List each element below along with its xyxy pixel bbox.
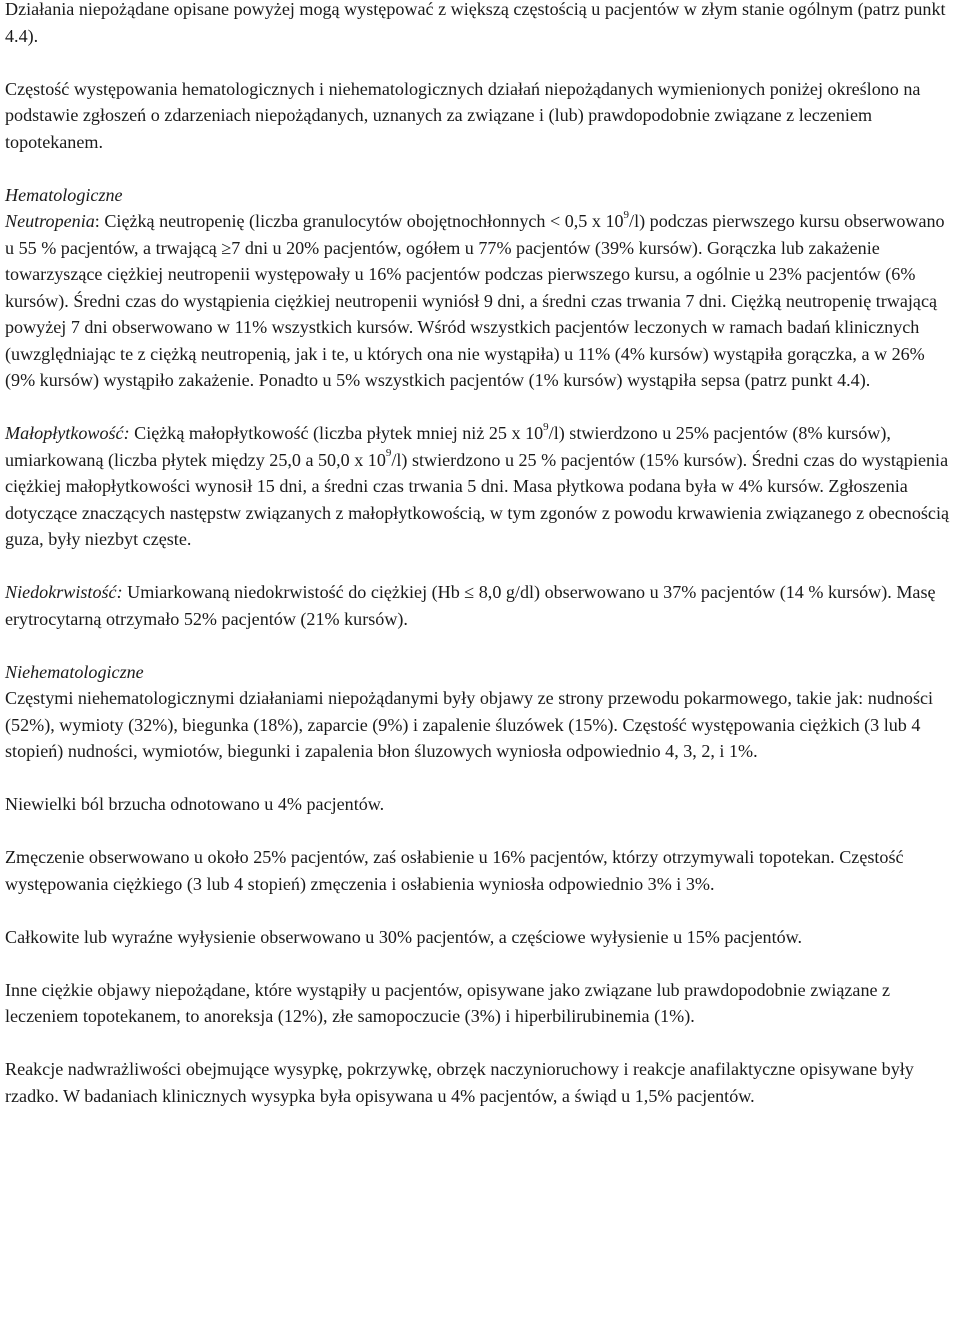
- thrombocytopenia-text-a: Ciężką małopłytkowość (liczba płytek mniej niż 25 x 10: [129, 423, 544, 443]
- hypersensitivity-paragraph: Reakcje nadwrażliwości obejmujące wysypkę, pokrzywkę, obrzęk naczynioruchowy i reakcje anafilaktyczne opisywane były rzadko. W badaniach klinicznych wysypka była opisywana u 4% pacjentów, a świąd u 1,5% pacjentów.: [5, 1059, 914, 1106]
- thrombocytopenia-exponent-1: 9: [543, 420, 549, 433]
- neutropenia-text-a: : Ciężką neutropenię (liczba granulocytów obojętnochłonnych < 0,5 x 10: [94, 211, 624, 231]
- neutropenia-text-c: 7 dni u 20% pacjentów, ogółem u 77% pacjentów (39% kursów). Gorączka lub zakażenie towarzyszące ciężkiej neutropenii występowały u 16% pacjentów podczas pierwszego kursu, a ogólnie u 23% pacjentów (6% kursów). Średni czas do wystąpienia ciężkiej neutropenii wyniósł 9 dni, a średni czas trwania 7 dni. Ciężką neutropenię trwającą powyżej 7 dni obserwowano w 11% wszystkich kursów. Wśród wszystkich pacjentów leczonych w ramach badań klinicznych (uwzględniając te z ciężką neutropenią, jak i te, u których ona nie wystąpiła) u 11% (4% kursów) wystąpiła gorączka, a w 26% (9% kursów) wystąpiło zakażenie. Ponadto u 5% wszystkich pacjentów (1% kursów) wystąpiła sepsa (patrz punkt 4.4).: [5, 237, 938, 390]
- nonhematologic-heading-text: Niehematologiczne: [5, 661, 144, 682]
- other-adverse-events-paragraph: Inne ciężkie objawy niepożądane, które wystąpiły u pacjentów, opisywane jako związane lub prawdopodobnie związane z leczeniem topotekanem, to anoreksja (12%), złe samopoczucie (3%) i hiperbilirubinemia (1%).: [5, 979, 891, 1026]
- anemia-label: Niedokrwistość:: [5, 582, 123, 602]
- neutropenia-paragraph: [5, 208, 955, 394]
- less-equal-symbol: ≤: [464, 582, 475, 602]
- anemia-paragraph: [5, 579, 955, 632]
- frequency-paragraph: Częstość występowania hematologicznych i niehematologicznych działań niepożądanych wymienionych poniżej określono na podstawie zgłoszeń o zdarzeniach niepożądanych, uznanych za związane i (lub) prawdopodobnie związane z leczeniem topotekanem.: [5, 78, 921, 152]
- neutropenia-label: Neutropenia: [5, 211, 95, 231]
- nonhematologic-heading: [5, 659, 955, 686]
- hematologic-heading-text: Hematologiczne: [5, 184, 123, 205]
- thrombocytopenia-label: Małopłytkowość:: [5, 423, 130, 443]
- nonhematologic-paragraph: Częstymi niehematologicznymi działaniami niepożądanymi były objawy ze strony przewodu pokarmowego, takie jak: nudności (52%), wymioty (32%), biegunka (18%), zaparcie (9%) i zapalenie śluzówek (15%). Częstość występowania ciężkich (3 lub 4 stopień) nudności, wymiotów, biegunki i zapalenia błon śluzowych wyniosła odpowiednio 4, 3, 2, i 1%.: [5, 688, 934, 761]
- fatigue-paragraph: Zmęczenie obserwowano u około 25% pacjentów, zaś osłabienie u 16% pacjentów, którzy otrzymywali topotekan. Częstość występowania ciężkiego (3 lub 4 stopień) zmęczenia i osłabienia wyniosła odpowiednio 3% i 3%.: [5, 847, 904, 894]
- thrombocytopenia-text-b: /l) stwierdzono u 25% pacjentów (8% kursów), umiarkowaną (liczba płytek między 25,0 a 50,0 x 10: [5, 423, 891, 470]
- intro-paragraph: Działania niepożądane opisane powyżej mogą występować z większą częstością u pacjentów w złym stanie ogólnym (patrz punkt 4.4).: [5, 0, 946, 46]
- thrombocytopenia-exponent-2: 9: [385, 447, 392, 460]
- anemia-text-a: Umiarkowaną niedokrwistość do ciężkiej (Hb: [122, 582, 465, 602]
- hematologic-heading: [5, 182, 955, 209]
- anemia-text-b: 8,0 g/dl) obserwowano u 37% pacjentów (14 % kursów). Masę erytrocytarną otrzymało 52% pacjentów (21% kursów).: [5, 582, 936, 629]
- neutropenia-text-b: /l) podczas pierwszego kursu obserwowano u 55 % pacjentów, a trwającą: [5, 211, 945, 258]
- thrombocytopenia-text-c: /l) stwierdzono u 25 % pacjentów (15% kursów). Średni czas do wystąpienia ciężkiej małopłytkowości wynosił 15 dni, a średni czas trwania 5 dni. Masa płytkowa podana była w 4% kursów. Zgłoszenia dotyczące znaczących następstw związanych z małopłytkowością, w tym zgonów z powodu krwawienia związanego z obecnością guza, były niezbyt częste.: [5, 449, 950, 549]
- greater-equal-symbol: ≥: [221, 237, 232, 258]
- neutropenia-exponent: 9: [623, 208, 630, 221]
- thrombocytopenia-paragraph: [5, 420, 955, 553]
- abdominal-pain-paragraph: Niewielki ból brzucha odnotowano u 4% pacjentów.: [5, 794, 385, 814]
- alopecia-paragraph: Całkowite lub wyraźne wyłysienie obserwowano u 30% pacjentów, a częściowe wyłysienie u 15% pacjentów.: [5, 926, 803, 947]
